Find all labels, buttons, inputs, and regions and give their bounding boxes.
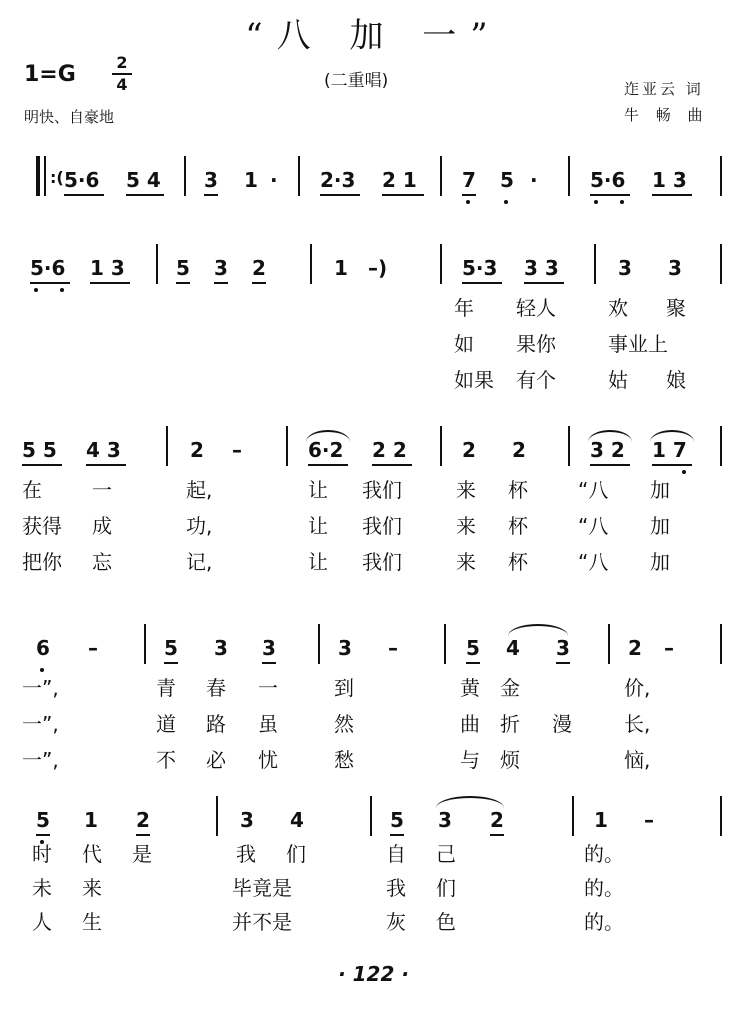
song-title: “八 加 一” [245, 16, 502, 56]
beam [90, 282, 130, 284]
note: 2 [490, 808, 504, 832]
lyric: 的。 [584, 910, 624, 934]
note: 5 [500, 168, 514, 192]
barline [720, 796, 722, 836]
lyric: 聚 [666, 296, 686, 320]
low-octave-dot [60, 288, 64, 292]
note: 3 [618, 256, 632, 280]
note: – [644, 808, 654, 832]
note: · [530, 168, 538, 192]
note: 3 [204, 168, 218, 192]
note: 5·6 [590, 168, 626, 192]
lyric: 起, [186, 478, 213, 502]
lyric: 忧 [258, 748, 278, 772]
lyric: 成 [92, 514, 112, 538]
lyric: 来 [456, 550, 476, 574]
lyric: 一”, [22, 748, 59, 772]
note: 3 [240, 808, 254, 832]
lyric: 如 [454, 332, 474, 356]
beam [466, 662, 480, 664]
barline [440, 156, 442, 196]
time-signature-denominator: 4 [116, 75, 128, 94]
lyric: 必 [206, 748, 226, 772]
lyric: 一”, [22, 712, 59, 736]
barline [444, 624, 446, 664]
lyric: 一”, [22, 676, 59, 700]
note: – [388, 636, 398, 660]
lyric: 价, [624, 676, 651, 700]
lyric: 姑 [608, 368, 628, 392]
beam [22, 464, 62, 466]
lyric: 我们 [362, 550, 402, 574]
lyric: 未 [32, 876, 52, 900]
lyric: 然 [334, 712, 354, 736]
score-row-1 [0, 160, 747, 220]
note: 1 [594, 808, 608, 832]
lyric: 愁 [334, 748, 354, 772]
lyric: “八 [578, 514, 609, 538]
lyric: 杯 [508, 550, 528, 574]
note: 5 [466, 636, 480, 660]
beam [164, 662, 178, 664]
beam [252, 282, 266, 284]
barline [720, 156, 722, 196]
barline [568, 426, 570, 466]
barline [144, 624, 146, 664]
lyric: 恼, [624, 748, 651, 772]
beam [652, 464, 692, 466]
note: 1 3 [652, 168, 687, 192]
lyric: 年 [454, 296, 474, 320]
beam [490, 834, 504, 836]
lyric: 的。 [584, 876, 624, 900]
genre-label: (二重唱) [324, 71, 389, 91]
lyric: 让 [308, 514, 328, 538]
note: 6 [36, 636, 50, 660]
barline [166, 426, 168, 466]
low-octave-dot [620, 200, 624, 204]
barline [608, 624, 610, 664]
note: 3 [668, 256, 682, 280]
lyric: 如果 [454, 368, 494, 392]
lyric: 青 [156, 676, 176, 700]
lyric: 忘 [92, 550, 112, 574]
note: 7 [462, 168, 476, 192]
lyric: 来 [456, 478, 476, 502]
lyric: 轻人 [516, 296, 556, 320]
note: 6·2 [308, 438, 344, 462]
lyric: 让 [308, 550, 328, 574]
barline [594, 244, 596, 284]
beam [390, 834, 404, 836]
lyric: 代 [82, 842, 102, 866]
note: – [232, 438, 242, 462]
note: 4 3 [86, 438, 121, 462]
note: 2 [628, 636, 642, 660]
lyric: 记, [186, 550, 213, 574]
beam [382, 194, 424, 196]
low-octave-dot [466, 200, 470, 204]
lyric: “八 [578, 550, 609, 574]
low-octave-dot [594, 200, 598, 204]
lyric: 有个 [516, 368, 556, 392]
time-signature-numerator: 2 [116, 53, 128, 72]
lyric: 来 [82, 876, 102, 900]
lyric: 一 [92, 478, 112, 502]
lyricist-credit: 迮亚云 词 [624, 80, 704, 98]
note: –) [368, 256, 388, 280]
lyric: 果你 [516, 332, 556, 356]
lyric: 我 [236, 842, 256, 866]
lyric: 与 [460, 748, 480, 772]
beam [556, 662, 570, 664]
lyric: 己 [436, 842, 456, 866]
note: 3 [214, 256, 228, 280]
barline [720, 426, 722, 466]
beam [126, 194, 164, 196]
beam [30, 282, 70, 284]
lyric: 功, [186, 514, 213, 538]
lyric: 我们 [362, 514, 402, 538]
lyric: 加 [650, 514, 670, 538]
barline [286, 426, 288, 466]
beam [590, 464, 630, 466]
beam [214, 282, 228, 284]
low-octave-dot [40, 668, 44, 672]
lyric: 欢 [608, 296, 628, 320]
note: 2 [252, 256, 266, 280]
lyric: 人 [32, 910, 52, 934]
note: 2·3 [320, 168, 356, 192]
note: 3 2 [590, 438, 625, 462]
note: 1 3 [90, 256, 125, 280]
note: 5 5 [22, 438, 57, 462]
repeat-barline-thin [44, 156, 46, 196]
barline [720, 624, 722, 664]
lyric: 把你 [22, 550, 62, 574]
beam [176, 282, 190, 284]
lyric: 时 [32, 842, 52, 866]
page-number: · 122 · [338, 962, 409, 986]
beam [36, 834, 50, 836]
repeat-barline [36, 156, 40, 196]
lyric: 生 [82, 910, 102, 934]
lyric: 道 [156, 712, 176, 736]
note: 2 [190, 438, 204, 462]
note: 2 [462, 438, 476, 462]
lyric: 杯 [508, 478, 528, 502]
barline [720, 244, 722, 284]
key-signature: 1=G [24, 62, 76, 87]
score-row-5 [0, 800, 747, 860]
note: 5 [164, 636, 178, 660]
note: 2 2 [372, 438, 407, 462]
lyric: “八 [578, 478, 609, 502]
note: 2 1 [382, 168, 417, 192]
lyric: 一 [258, 676, 278, 700]
lyric: 色 [436, 910, 456, 934]
lyric: 虽 [258, 712, 278, 736]
lyric: 灰 [386, 910, 406, 934]
lyric: 们 [286, 842, 306, 866]
lyric: 路 [206, 712, 226, 736]
note: 4 [506, 636, 520, 660]
lyric: 自 [386, 842, 406, 866]
note: 5 [176, 256, 190, 280]
low-octave-dot [34, 288, 38, 292]
note: 2 [512, 438, 526, 462]
note: 3 [438, 808, 452, 832]
barline [156, 244, 158, 284]
barline [216, 796, 218, 836]
lyric: 并不是 [232, 910, 292, 934]
lyric: 毕竟是 [232, 876, 292, 900]
beam [590, 194, 630, 196]
note: 5·6 [30, 256, 66, 280]
note: 3 [338, 636, 352, 660]
beam [86, 464, 126, 466]
barline [298, 156, 300, 196]
slur [436, 796, 504, 808]
note: 5 4 [126, 168, 161, 192]
note: 1 [84, 808, 98, 832]
lyric: 折 [500, 712, 520, 736]
barline [572, 796, 574, 836]
beam [462, 282, 502, 284]
beam [320, 194, 360, 196]
lyric: 我 [386, 876, 406, 900]
note: 3 3 [524, 256, 559, 280]
barline [310, 244, 312, 284]
lyric: 曲 [460, 712, 480, 736]
note: 5 [390, 808, 404, 832]
lyric: 我们 [362, 478, 402, 502]
note: – [88, 636, 98, 660]
score-row-2 [0, 248, 747, 308]
beam [524, 282, 564, 284]
note: 4 [290, 808, 304, 832]
lyric: 获得 [22, 514, 62, 538]
lyric: 杯 [508, 514, 528, 538]
time-signature [112, 54, 132, 94]
note: 1 [334, 256, 348, 280]
lyric: 金 [500, 676, 520, 700]
lyric: 娘 [666, 368, 686, 392]
lyric: 漫 [552, 712, 572, 736]
barline [318, 624, 320, 664]
note: 1 [244, 168, 258, 192]
beam [652, 194, 692, 196]
low-octave-dot [682, 470, 686, 474]
note: – [664, 636, 674, 660]
lyric: 是 [132, 842, 152, 866]
note: 5 [36, 808, 50, 832]
lyric: 不 [156, 748, 176, 772]
lyric: 长, [624, 712, 651, 736]
lyric: 在 [22, 478, 42, 502]
lyric: 加 [650, 478, 670, 502]
beam [136, 834, 150, 836]
lyric: 们 [436, 876, 456, 900]
tempo-marking: 明快、自豪地 [24, 108, 115, 126]
barline [370, 796, 372, 836]
barline [568, 156, 570, 196]
note: 3 [556, 636, 570, 660]
beam [64, 194, 104, 196]
lyric: 的。 [584, 842, 624, 866]
lyric: 春 [206, 676, 226, 700]
beam [372, 464, 412, 466]
note: · [270, 168, 278, 192]
note: 3 [262, 636, 276, 660]
lyric: 事业上 [608, 332, 668, 356]
barline [440, 426, 442, 466]
note: 5·3 [462, 256, 498, 280]
beam [308, 464, 348, 466]
lyric: 来 [456, 514, 476, 538]
lyric: 烦 [500, 748, 520, 772]
barline [184, 156, 186, 196]
note: 2 [136, 808, 150, 832]
low-octave-dot [504, 200, 508, 204]
composer-credit: 牛 畅 曲 [624, 106, 709, 124]
lyric: 到 [334, 676, 354, 700]
barline [440, 244, 442, 284]
slur [508, 624, 568, 636]
lyric: 让 [308, 478, 328, 502]
note: 1 7 [652, 438, 687, 462]
repeat-sign: :( [50, 168, 64, 187]
beam [262, 662, 276, 664]
lyric: 黄 [460, 676, 480, 700]
lyric: 加 [650, 550, 670, 574]
note: 5·6 [64, 168, 100, 192]
beam [204, 194, 218, 196]
note: 3 [214, 636, 228, 660]
beam [462, 194, 476, 196]
